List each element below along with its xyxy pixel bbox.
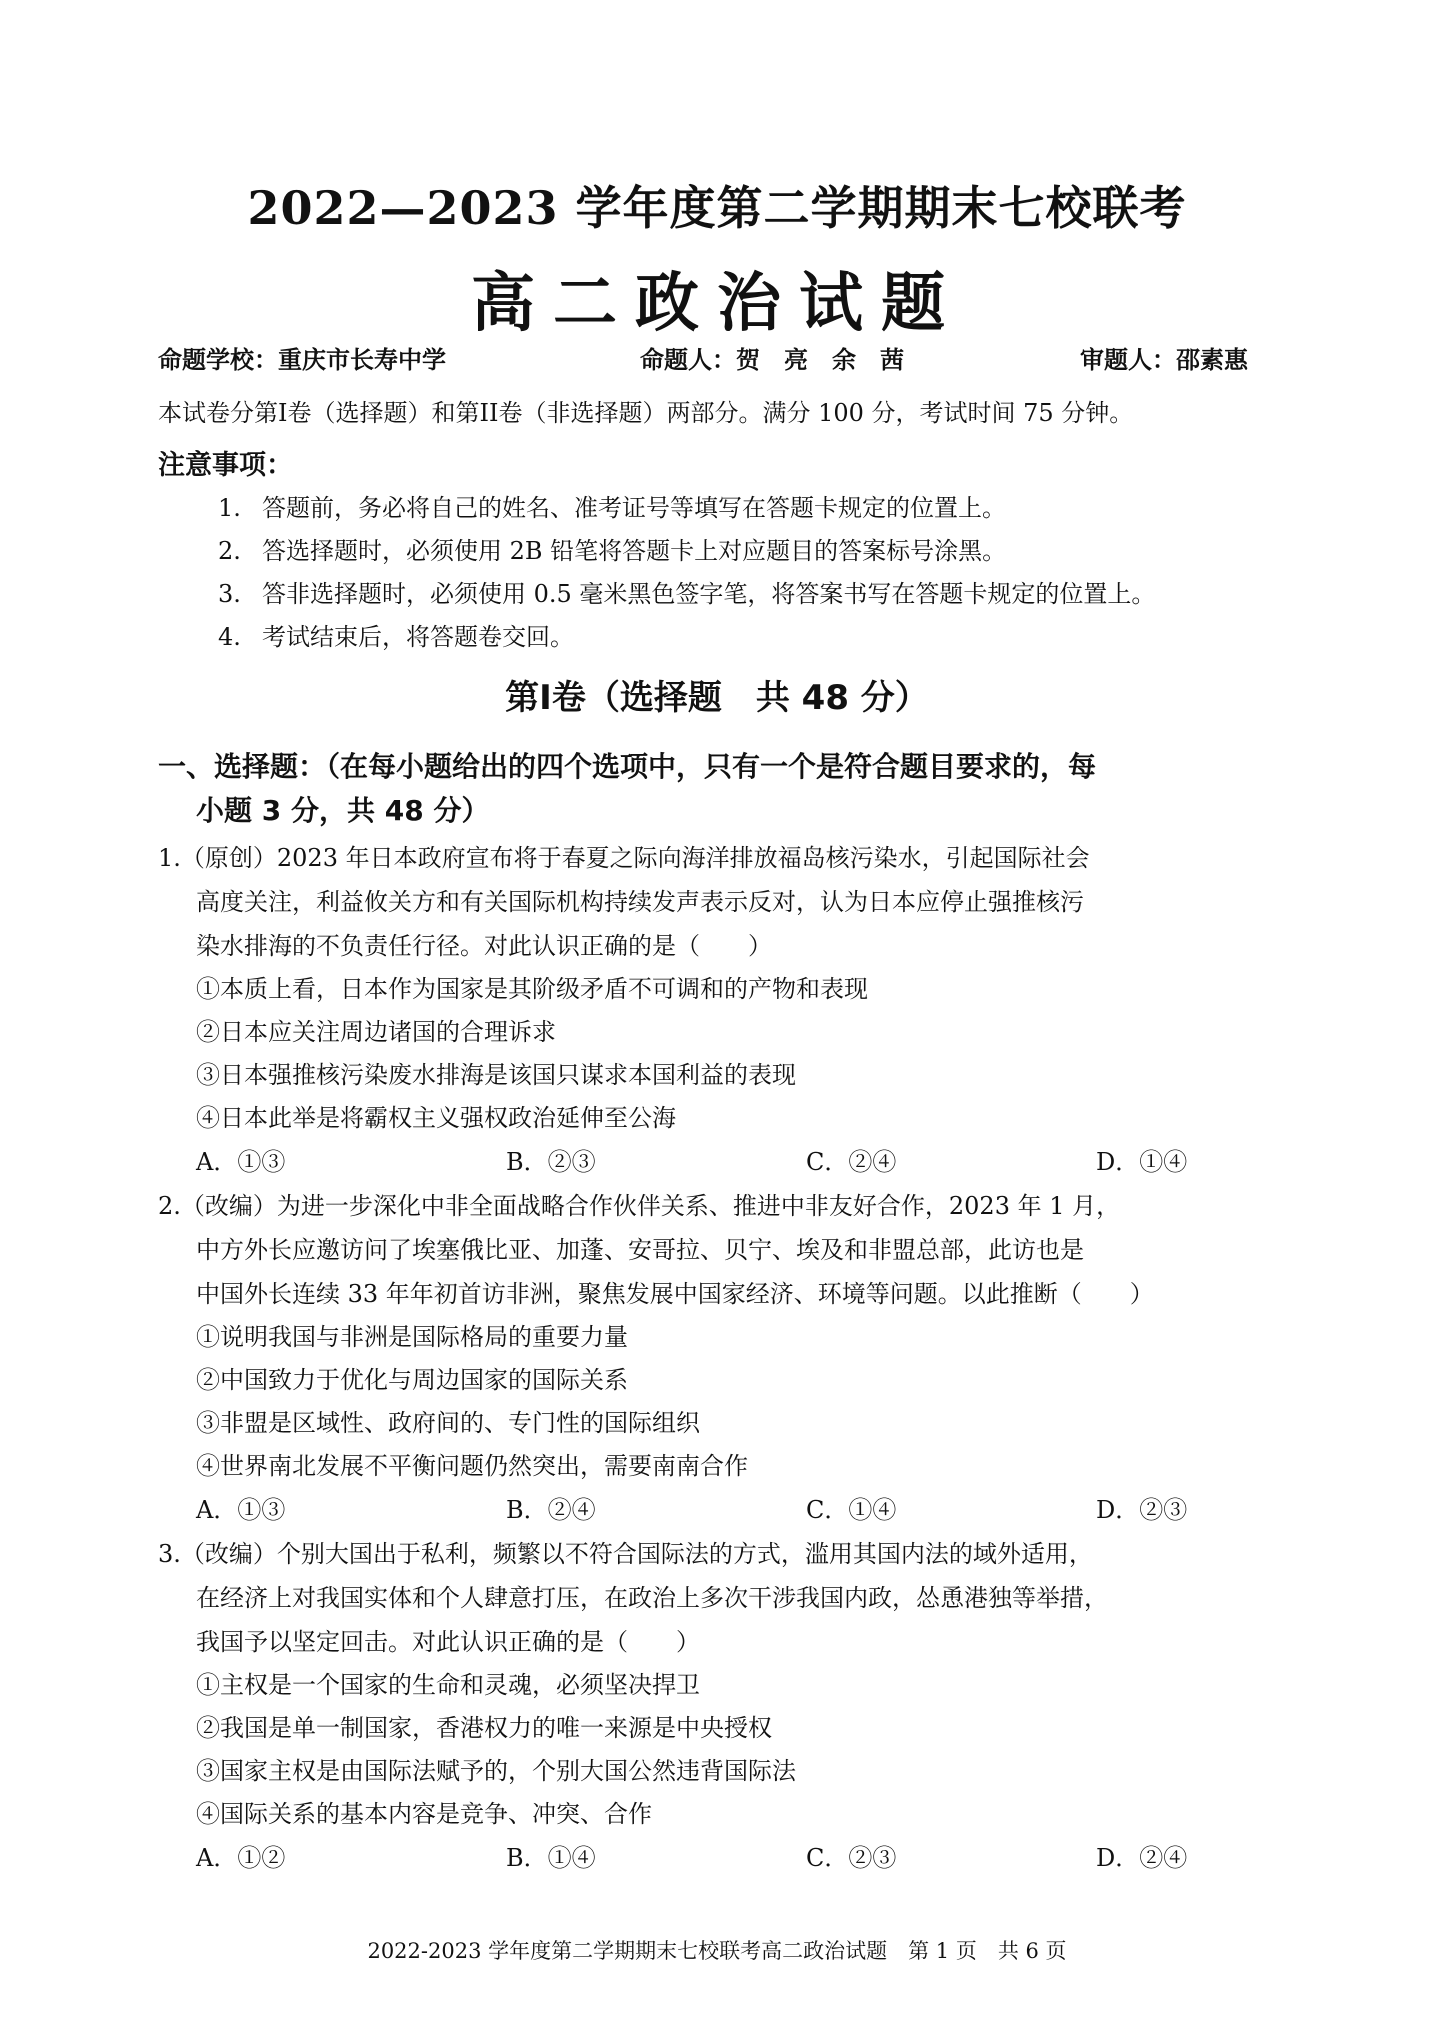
question-list bbox=[158, 836, 1298, 1880]
choice-a: A．①③ bbox=[196, 1148, 286, 1176]
question-2 bbox=[158, 1184, 1298, 1532]
question-3 bbox=[158, 1532, 1298, 1880]
section-title: 第I卷（选择题 共 48 分） bbox=[505, 678, 929, 718]
note-item: 2. 答选择题时，必须使用 2B 铅笔将答题卡上对应题目的答案标号涂黑。 bbox=[218, 537, 1007, 565]
note-item: 3. 答非选择题时，必须使用 0.5 毫米黑色签字笔，将答案书写在答题卡规定的位置上。 bbox=[218, 580, 1156, 608]
statement-option: ④国际关系的基本内容是竞争、冲突、合作 bbox=[196, 1800, 652, 1828]
statement-option: ①说明我国与非洲是国际格局的重要力量 bbox=[196, 1323, 628, 1351]
statement-option: ④日本此举是将霸权主义强权政治延伸至公海 bbox=[196, 1104, 676, 1132]
answer-choices bbox=[158, 1140, 1298, 1184]
statement-option: ②中国致力于优化与周边国家的国际关系 bbox=[196, 1366, 628, 1394]
answer-choices bbox=[158, 1836, 1298, 1880]
statement-option: ③日本强推核污染废水排海是该国只谋求本国利益的表现 bbox=[196, 1061, 796, 1089]
setters-label: 命题人：贺 亮 余 茜 bbox=[640, 346, 904, 374]
question-1 bbox=[158, 836, 1298, 1184]
choice-d: D．②③ bbox=[1096, 1496, 1188, 1524]
choice-a: A．①② bbox=[196, 1844, 286, 1872]
question-stem-line: 在经济上对我国实体和个人肆意打压，在政治上多次干涉我国内政，怂恿港独等举措， bbox=[196, 1584, 1108, 1612]
question-stem-line: 2.（改编）为进一步深化中非全面战略合作伙伴关系、推进中非友好合作，2023 年 1 月， bbox=[158, 1192, 1121, 1220]
exam-title: 2022—2023 学年度第二学期期末七校联考 bbox=[247, 181, 1187, 235]
question-stem-line: 中方外长应邀访问了埃塞俄比亚、加蓬、安哥拉、贝宁、埃及和非盟总部，此访也是 bbox=[196, 1236, 1084, 1264]
notes-heading: 注意事项： bbox=[158, 450, 293, 481]
choice-d: D．②④ bbox=[1096, 1844, 1188, 1872]
notes-list bbox=[218, 487, 1308, 659]
question-stem-line: 染水排海的不负责任行径。对此认识正确的是（ ） bbox=[196, 932, 772, 960]
question-stem-line: 1.（原创）2023 年日本政府宣布将于春夏之际向海洋排放福岛核污染水，引起国际社会 bbox=[158, 844, 1090, 872]
exam-subtitle: 高二政治试题 bbox=[471, 266, 963, 341]
choice-c: C．①④ bbox=[806, 1496, 897, 1524]
author-line bbox=[158, 340, 1288, 380]
choice-c: C．②③ bbox=[806, 1844, 897, 1872]
choice-b: B．②④ bbox=[506, 1496, 596, 1524]
page-footer: 2022-2023 学年度第二学期期末七校联考高二政治试题 第 1 页 共 6 页 bbox=[367, 1939, 1067, 1963]
statement-option: ③非盟是区域性、政府间的、专门性的国际组织 bbox=[196, 1409, 700, 1437]
note-item: 1. 答题前，务必将自己的姓名、准考证号等填写在答题卡规定的位置上。 bbox=[218, 494, 1006, 522]
statement-option: ④世界南北发展不平衡问题仍然突出，需要南南合作 bbox=[196, 1452, 748, 1480]
question-stem-line: 我国予以坚定回击。对此认识正确的是（ ） bbox=[196, 1628, 700, 1656]
choice-b: B．②③ bbox=[506, 1148, 596, 1176]
choice-d: D．①④ bbox=[1096, 1148, 1188, 1176]
part-heading: 一、选择题：（在每小题给出的四个选项中，只有一个是符合题目要求的，每 小题 3 分，共 48 分） bbox=[158, 750, 1097, 827]
statement-option: ①本质上看，日本作为国家是其阶级矛盾不可调和的产物和表现 bbox=[196, 975, 868, 1003]
statement-option: ③国家主权是由国际法赋予的，个别大国公然违背国际法 bbox=[196, 1757, 796, 1785]
note-item: 4. 考试结束后，将答题卷交回。 bbox=[218, 623, 574, 651]
choice-c: C．②④ bbox=[806, 1148, 897, 1176]
reviewer-label: 审题人：邵素惠 bbox=[1080, 346, 1248, 374]
question-stem-line: 3.（改编）个别大国出于私利，频繁以不符合国际法的方式，滥用其国内法的域外适用， bbox=[158, 1540, 1093, 1568]
choice-b: B．①④ bbox=[506, 1844, 596, 1872]
statement-option: ②日本应关注周边诸国的合理诉求 bbox=[196, 1018, 556, 1046]
question-stem-line: 高度关注，利益攸关方和有关国际机构持续发声表示反对，认为日本应停止强推核污 bbox=[196, 888, 1084, 916]
answer-choices bbox=[158, 1488, 1298, 1532]
statement-option: ①主权是一个国家的生命和灵魂，必须坚决捍卫 bbox=[196, 1671, 700, 1699]
statement-option: ②我国是单一制国家，香港权力的唯一来源是中央授权 bbox=[196, 1714, 772, 1742]
question-stem-line: 中国外长连续 33 年年初首访非洲，聚焦发展中国家经济、环境等问题。以此推断（ ） bbox=[196, 1280, 1154, 1308]
choice-a: A．①③ bbox=[196, 1496, 286, 1524]
school-label: 命题学校：重庆市长寿中学 bbox=[158, 346, 446, 374]
exam-intro: 本试卷分第I卷（选择题）和第II卷（非选择题）两部分。满分 100 分，考试时间 75 分钟。 bbox=[158, 399, 1134, 427]
